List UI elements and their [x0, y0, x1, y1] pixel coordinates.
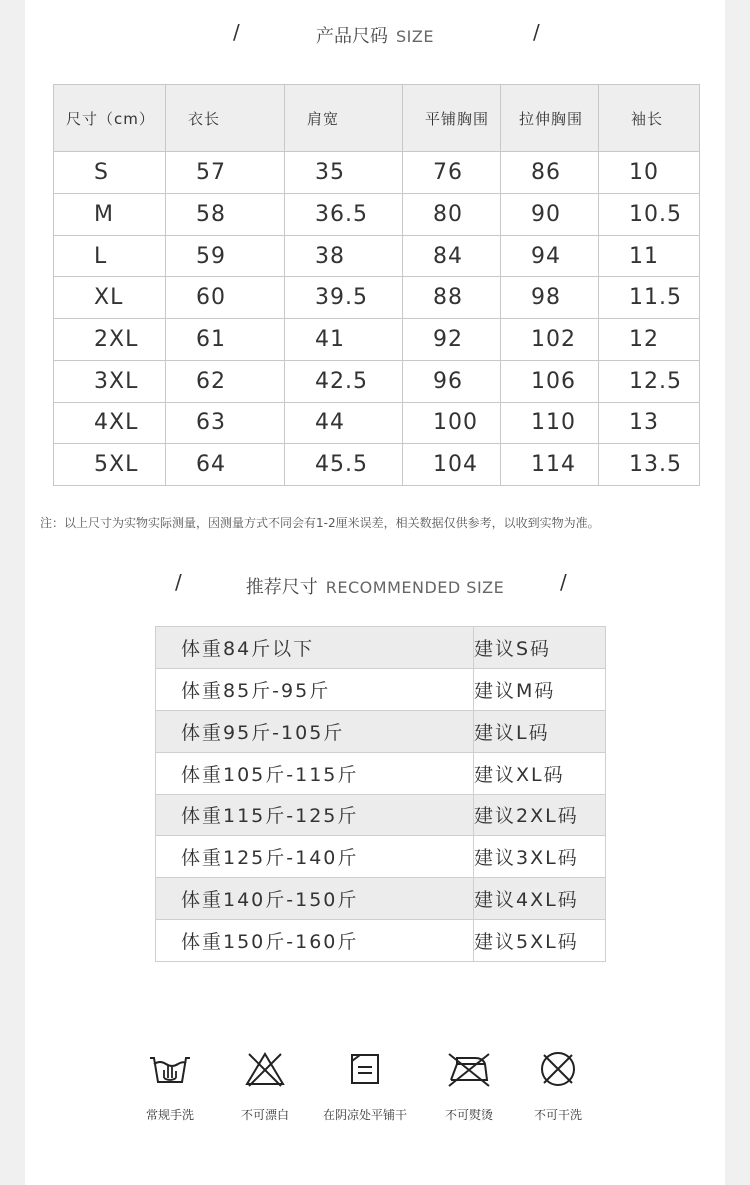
size-value-cell: 42.5 [285, 360, 403, 402]
care-label: 不可熨烫 [444, 1108, 493, 1122]
weight-range-cell: 体重95斤-105斤 [156, 710, 474, 752]
table-row [156, 794, 606, 836]
table-row [54, 402, 700, 444]
size-value-cell: 96 [403, 360, 501, 402]
weight-range-cell: 体重84斤以下 [156, 627, 474, 669]
care-item-no-dry-clean [508, 1050, 608, 1123]
table-row [54, 444, 700, 486]
weight-range-cell: 体重105斤-115斤 [156, 752, 474, 794]
size-value-cell: 62 [166, 360, 285, 402]
size-value-cell: 44 [285, 402, 403, 444]
weight-range-cell: 体重115斤-125斤 [156, 794, 474, 836]
weight-range-cell: 体重125斤-140斤 [156, 836, 474, 878]
size-value-cell: 13.5 [599, 444, 700, 486]
table-row [54, 235, 700, 277]
size-label-cell: 4XL [54, 402, 166, 444]
size-section-title [25, 22, 725, 48]
header-cell: 肩宽 [285, 85, 403, 152]
size-label-cell: S [54, 152, 166, 194]
table-row [156, 710, 606, 752]
rec-title-cn: 推荐尺寸 [245, 577, 318, 598]
recommended-size-cell: 建议XL码 [474, 752, 606, 794]
care-item-no-iron [419, 1050, 519, 1123]
care-item-hand-wash [120, 1050, 220, 1123]
size-value-cell: 11 [599, 235, 700, 277]
recommended-size-cell: 建议S码 [474, 627, 606, 669]
size-label-cell: 5XL [54, 444, 166, 486]
size-value-cell: 41 [285, 319, 403, 361]
size-value-cell: 12.5 [599, 360, 700, 402]
recommended-size-cell: 建议5XL码 [474, 920, 606, 962]
care-label: 不可干洗 [533, 1108, 582, 1122]
table-row [156, 920, 606, 962]
size-value-cell: 98 [501, 277, 599, 319]
size-value-cell: 84 [403, 235, 501, 277]
title-slash-left: / [233, 20, 240, 44]
dry-flat-shade-icon [343, 1050, 387, 1088]
size-value-cell: 64 [166, 444, 285, 486]
no-bleach-icon [243, 1050, 287, 1088]
size-title-en: SIZE [396, 27, 434, 46]
table-row [54, 194, 700, 236]
title-slash-right: / [533, 20, 540, 44]
size-value-cell: 114 [501, 444, 599, 486]
size-value-cell: 104 [403, 444, 501, 486]
recommended-size-cell: 建议4XL码 [474, 878, 606, 920]
size-value-cell: 35 [285, 152, 403, 194]
recommend-section-title [25, 573, 725, 599]
size-value-cell: 76 [403, 152, 501, 194]
size-value-cell: 39.5 [285, 277, 403, 319]
size-value-cell: 100 [403, 402, 501, 444]
table-row [156, 878, 606, 920]
table-row [54, 152, 700, 194]
size-title-cn: 产品尺码 [316, 26, 389, 47]
weight-range-cell: 体重150斤-160斤 [156, 920, 474, 962]
size-table [53, 84, 700, 486]
size-value-cell: 80 [403, 194, 501, 236]
recommended-size-cell: 建议M码 [474, 668, 606, 710]
page [25, 0, 725, 1185]
hand-wash-icon [148, 1050, 192, 1088]
rec-title-slash-right: / [560, 570, 567, 594]
size-value-cell: 12 [599, 319, 700, 361]
no-dry-clean-icon [536, 1050, 580, 1088]
care-label: 在阴凉处平铺干 [322, 1108, 407, 1122]
size-value-cell: 10.5 [599, 194, 700, 236]
header-cell: 拉伸胸围 [501, 85, 599, 152]
weight-range-cell: 体重140斤-150斤 [156, 878, 474, 920]
size-value-cell: 106 [501, 360, 599, 402]
size-value-cell: 63 [166, 402, 285, 444]
size-value-cell: 57 [166, 152, 285, 194]
size-table-header [54, 85, 700, 152]
size-value-cell: 59 [166, 235, 285, 277]
size-value-cell: 102 [501, 319, 599, 361]
care-item-dry-flat [315, 1050, 415, 1123]
table-row [54, 360, 700, 402]
care-item-no-bleach [215, 1050, 315, 1123]
size-value-cell: 10 [599, 152, 700, 194]
header-cell: 衣长 [166, 85, 285, 152]
size-value-cell: 92 [403, 319, 501, 361]
table-row [54, 277, 700, 319]
size-value-cell: 45.5 [285, 444, 403, 486]
weight-range-cell: 体重85斤-95斤 [156, 668, 474, 710]
table-row [156, 627, 606, 669]
header-cell: 平铺胸围 [403, 85, 501, 152]
size-value-cell: 94 [501, 235, 599, 277]
size-value-cell: 88 [403, 277, 501, 319]
size-value-cell: 86 [501, 152, 599, 194]
size-label-cell: 3XL [54, 360, 166, 402]
size-value-cell: 13 [599, 402, 700, 444]
size-label-cell: M [54, 194, 166, 236]
size-value-cell: 61 [166, 319, 285, 361]
size-note: 注：以上尺寸为实物实际测量，因测量方式不同会有1-2厘米误差，相关数据仅供参考，以收到实物为准。 [40, 516, 600, 530]
recommended-size-cell: 建议2XL码 [474, 794, 606, 836]
recommended-size-cell: 建议L码 [474, 710, 606, 752]
table-row [156, 668, 606, 710]
size-label-cell: L [54, 235, 166, 277]
size-value-cell: 90 [501, 194, 599, 236]
table-row [54, 319, 700, 361]
size-value-cell: 11.5 [599, 277, 700, 319]
size-label-cell: XL [54, 277, 166, 319]
size-value-cell: 38 [285, 235, 403, 277]
care-label: 常规手洗 [145, 1108, 194, 1122]
header-cell: 袖长 [599, 85, 700, 152]
table-row [156, 836, 606, 878]
size-value-cell: 60 [166, 277, 285, 319]
no-iron-icon [445, 1050, 493, 1088]
table-row [156, 752, 606, 794]
size-value-cell: 36.5 [285, 194, 403, 236]
care-label: 不可漂白 [240, 1108, 289, 1122]
header-cell: 尺寸（cm） [54, 85, 166, 152]
recommended-size-cell: 建议3XL码 [474, 836, 606, 878]
rec-title-en: RECOMMENDED SIZE [325, 578, 505, 597]
recommend-table [155, 626, 606, 962]
size-value-cell: 110 [501, 402, 599, 444]
size-label-cell: 2XL [54, 319, 166, 361]
size-value-cell: 58 [166, 194, 285, 236]
rec-title-slash-left: / [175, 570, 182, 594]
